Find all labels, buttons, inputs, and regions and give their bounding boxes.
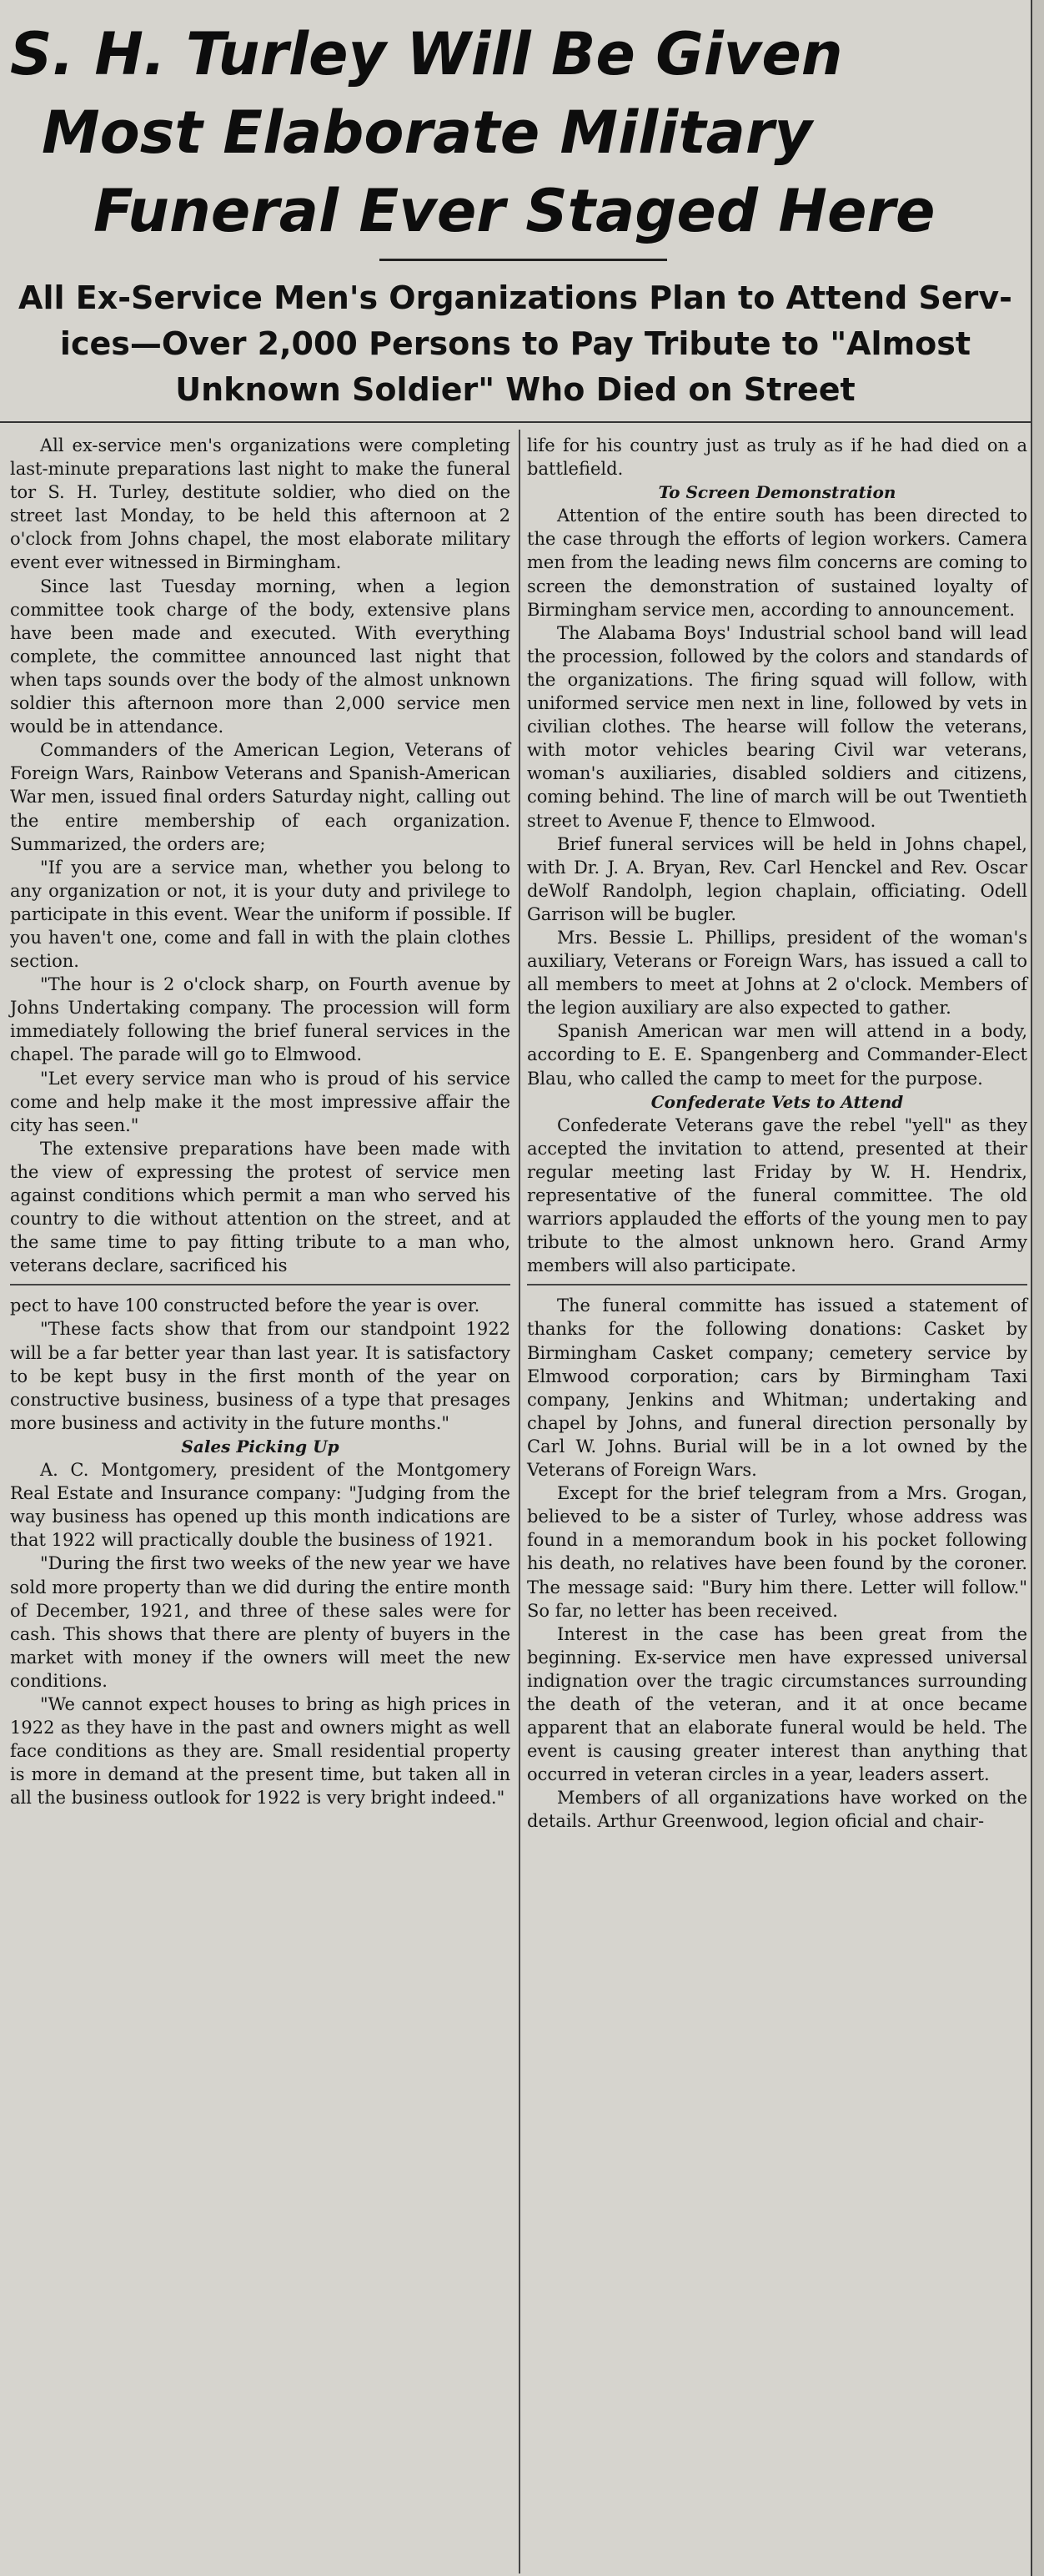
- sales-paragraph: "During the first two weeks of the new year we have sold more property than we did during the entire month of December, 1921, and three of these sales were for cash. This shows that there are plenty of buyers in the market with money if the owners will meet the new conditions.: [10, 1553, 510, 1691]
- headline-line-2: Most Elaborate Military: [42, 98, 813, 167]
- article-paragraph: Members of all organizations have worked on the details. Arthur Greenwood, legion oficial and chair-: [527, 1788, 1027, 1832]
- article-paragraph: Mrs. Bessie L. Phillips, president of the woman's auxiliary, Veterans or Foreign Wars, has issued a call to all members to meet at Johns at 2 o'clock. Members of the legion auxiliary are also expected to gather.: [527, 927, 1027, 1019]
- sales-paragraph: "We cannot expect houses to bring as high prices in 1922 as they have in the past and owners might as well face conditions as they are. Small residential property is more in demand at the present time, but taken all in all the business outlook for 1922 is very bright indeed.": [10, 1693, 510, 1809]
- article-paragraph: "The hour is 2 o'clock sharp, on Fourth avenue by Johns Undertaking company. The procession will form immediately following the brief funeral services in the chapel. The parade will go to Elmwood.: [10, 974, 510, 1065]
- article-paragraph: "Let every service man who is proud of his service come and help make it the most impressive affair the city has seen.": [10, 1068, 510, 1135]
- sales-paragraph: A. C. Montgomery, president of the Montgomery Real Estate and Insurance company: "Judging from the way business has opened up this month indications are that 1922 will practically double the business of 1921.: [10, 1460, 510, 1551]
- article-paragraph: The funeral committe has issued a statement of thanks for the following donations: Casket by Birmingham Casket company; cemetery service by Elmwood corporation; cars by Birmingham Taxi company, Jenkins and Whitman; undertaking and chapel by Johns, and funeral direction personally by Carl W. Johns. Burial will be in a lot owned by the Veterans of Foreign Wars.: [527, 1296, 1027, 1481]
- article-paragraph: Attention of the entire south has been directed to the case through the efforts of legion workers. Camera men from the leading news film concerns are coming to screen the demonstration of sustained loyalty of Birmingham service men, according to announcement.: [527, 506, 1027, 620]
- right-column: [527, 434, 1027, 1834]
- deck-divider: [0, 421, 1031, 423]
- article-paragraph: Interest in the case has been great from the beginning. Ex-service men have expressed universal indignation over the tragic circumstances surrounding the death of the veteran, and it at once became apparent that an elaborate funeral would be held. The event is causing greater interest than anything that occurred in veteran circles in a year, leaders assert.: [527, 1623, 1027, 1785]
- article-paragraph: Brief funeral services will be held in Johns chapel, with Dr. J. A. Bryan, Rev. Carl Henckel and Rev. Oscar deWolf Randolph, legion chaplain, officiating. Odell Garrison will be bugler.: [527, 833, 1027, 924]
- article-paragraph: Except for the brief telegram from a Mrs. Grogan, believed to be a sister of Turley, whose address was found in a memorandum book in his pocket following his death, no relatives have been found by the coroner. The message said: "Bury him there. Letter will follow." So far, no letter has been received.: [527, 1483, 1027, 1621]
- adjacent-column-edge: [1031, 0, 1044, 2576]
- column-rule: [519, 430, 520, 2573]
- article-paragraph: life for his country just as truly as if he had died on a battlefield.: [527, 435, 1027, 480]
- article-paragraph: Spanish American war men will attend in a body, according to E. E. Spangenberg and Commander-Elect Blau, who called the camp to meet for the purpose.: [527, 1021, 1027, 1089]
- article-paragraph: Confederate Veterans gave the rebel "yell" as they accepted the invitation to attend, presented at their regular meeting last Friday by W. H. Hendrix, representative of the funeral committee. The old warriors applauded the efforts of the young men to pay tribute to the almost unknown hero. Grand Army members will also participate.: [527, 1114, 1027, 1276]
- headline-line-1: S. H. Turley Will Be Given: [10, 20, 843, 88]
- subhead-sales: Sales Picking Up: [181, 1436, 339, 1457]
- subhead-confederate: Confederate Vets to Attend: [650, 1091, 904, 1112]
- headline-divider: [379, 259, 667, 261]
- subheadline-deck: [0, 275, 1031, 413]
- article-paragraph: The Alabama Boys' Industrial school band will lead the procession, followed by the colors and standards of the organizations. The firing squad will follow, with uniformed service men next in line, followed by vets in civilian clothes. The hearse will follow the veterans, with motor vehicles bearing Civil war veterans, woman's auxiliaries, disabled soldiers and citizens, coming behind. The line of march will be out Twentieth street to Avenue F, thence to Elmwood.: [527, 622, 1027, 831]
- article-paragraph: Since last Tuesday morning, when a legion committee took charge of the body, extensive plans have been made and executed. With everything complete, the committee announced last night that when taps sounds over the body of the almost unknown soldier this afternoon more than 2,000 service men would be in attendance.: [10, 576, 510, 737]
- headline: [0, 15, 1031, 250]
- story-divider: [527, 1284, 1027, 1285]
- deck-line-1: All Ex-Service Men's Organizations Plan to Attend Serv-: [18, 279, 1012, 316]
- article-paragraph: "If you are a service man, whether you belong to any organization or not, it is your duty and privilege to participate in this event. Wear the uniform if possible. If you haven't one, come and fall in with the plain clothes section.: [10, 857, 510, 972]
- story-divider: [10, 1284, 510, 1285]
- article-paragraph: All ex-service men's organizations were completing last-minute preparations last night to make the funeral tor S. H. Turley, destitute soldier, who died on the street last Monday, to be held this afternoon at 2 o'clock from Johns chapel, the most elaborate military event ever witnessed in Birmingham.: [10, 435, 510, 573]
- deck-line-3: Unknown Soldier" Who Died on Street: [175, 371, 856, 408]
- article-paragraph: The extensive preparations have been made with the view of expressing the protest of service men against conditions which permit a man who served his country to die without attention on the street, and at the same time to pay fitting tribute to a man who, veterans declare, sacrificed his: [10, 1138, 510, 1276]
- article-paragraph: Commanders of the American Legion, Veterans of Foreign Wars, Rainbow Veterans and Spanish-American War men, issued final orders Saturday night, calling out the entire membership of each organization. Summarized, the orders are;: [10, 740, 510, 854]
- headline-line-3: Funeral Ever Staged Here: [93, 177, 936, 245]
- subhead-screen: To Screen Demonstration: [658, 482, 896, 503]
- deck-line-2: ices—Over 2,000 Persons to Pay Tribute to "Almost: [59, 325, 971, 362]
- continuation-paragraph: "These facts show that from our standpoint 1922 will be a far better year than last year. It is satisfactory to be kept busy in the first month of the year on constructive business, business of a type that presages more business and activity in the future months.": [10, 1319, 510, 1433]
- left-column: [10, 434, 510, 1809]
- continuation-paragraph: pect to have 100 constructed before the year is over.: [10, 1296, 480, 1316]
